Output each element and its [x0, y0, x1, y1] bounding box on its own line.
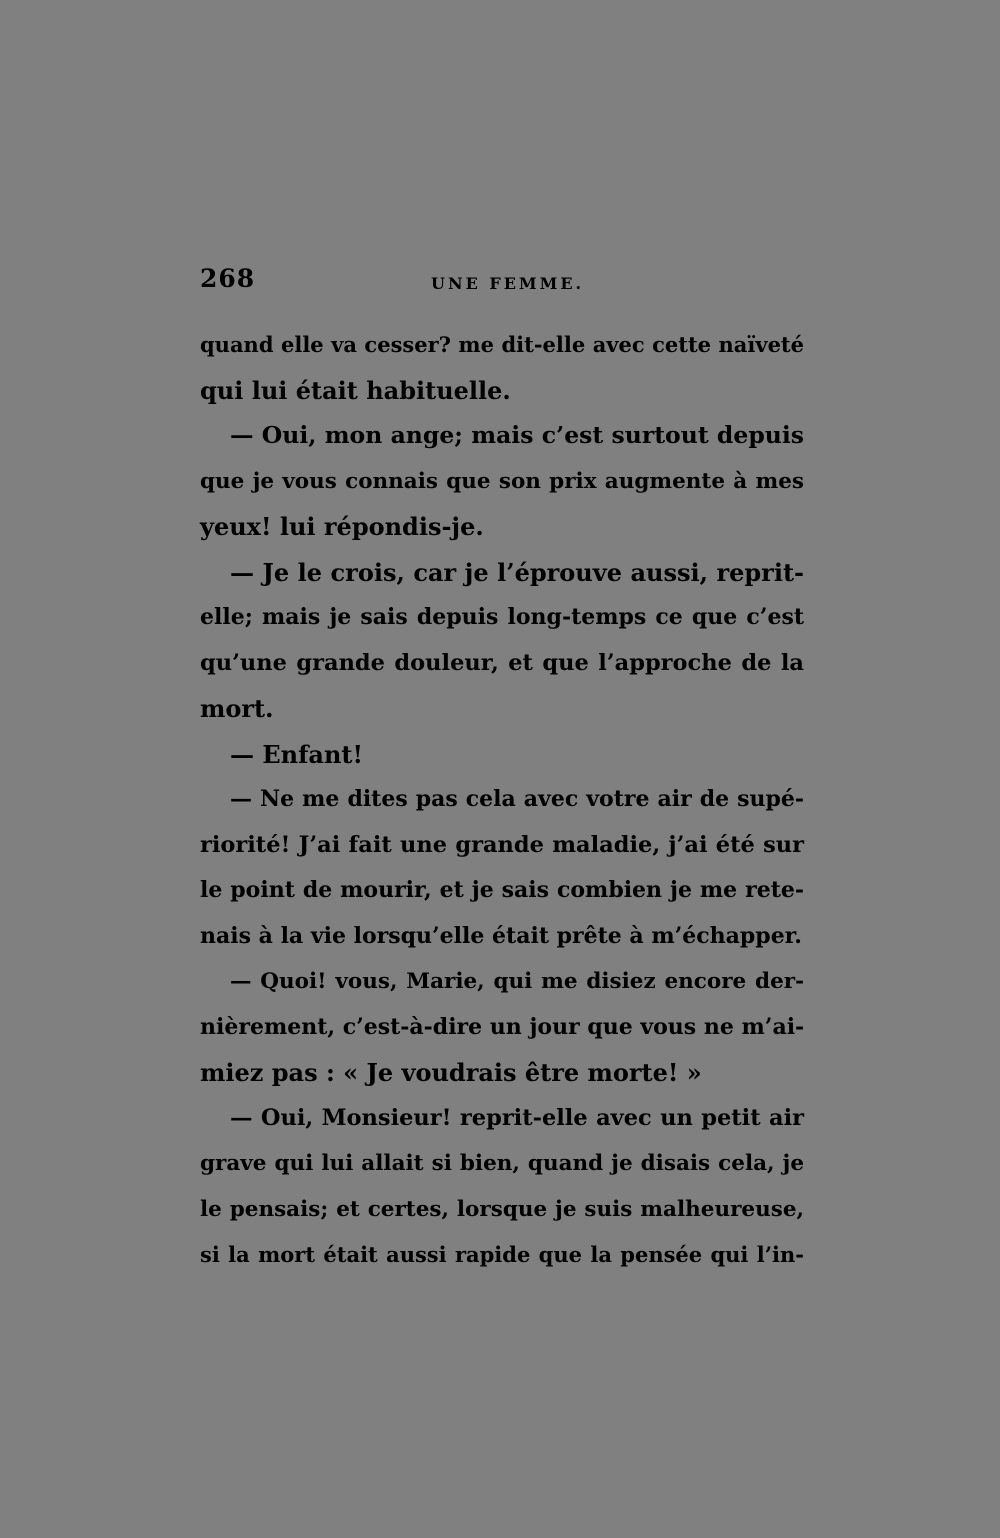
- text-line: yeux! lui répondis-je.: [200, 512, 484, 541]
- text-line: — Je le crois, car je l’éprouve aussi, reprit-: [230, 557, 804, 587]
- text-line: — Quoi! vous, Marie, qui me disiez encore der-: [230, 969, 804, 994]
- text-line: riorité! J’ai fait une grande maladie, j’ai été sur: [200, 831, 804, 858]
- page-number: 268: [200, 264, 256, 293]
- body-text: [200, 322, 804, 1278]
- text-line: qui lui était habituelle.: [200, 375, 511, 405]
- text-line: nièrement, c’est-à-dire un jour que vous ne m’ai-: [200, 1013, 805, 1040]
- text-line: — Oui, mon ange; mais c’est surtout depuis: [230, 421, 804, 449]
- text-line: si la mort était aussi rapide que la pensée qui l’in-: [200, 1242, 804, 1267]
- text-line: le pensais; et certes, lorsque je suis malheureuse,: [200, 1196, 804, 1222]
- page-header: [200, 264, 804, 300]
- text-line: — Ne me dites pas cela avec votre air de supé-: [230, 786, 804, 812]
- text-line: miez pas : « Je voudrais être morte! »: [200, 1058, 702, 1087]
- text-line: — Oui, Monsieur! reprit-elle avec un petit air: [230, 1104, 804, 1131]
- running-title: UNE FEMME.: [431, 274, 585, 293]
- text-line: elle; mais je sais depuis long-temps ce que c’est: [200, 604, 804, 630]
- text-line: mort.: [200, 694, 274, 723]
- text-line: que je vous connais que son prix augmente à mes: [200, 468, 804, 494]
- text-line: nais à la vie lorsqu’elle était prête à m’échapper.: [200, 922, 802, 949]
- text-line: — Enfant!: [230, 739, 364, 769]
- text-line: qu’une grande douleur, et que l’approche de la: [200, 649, 804, 676]
- text-line: grave qui lui allait si bien, quand je disais cela, je: [200, 1151, 804, 1176]
- text-line: le point de mourir, et je sais combien je me rete-: [200, 877, 804, 903]
- text-line: quand elle va cesser? me dit-elle avec cette naïveté: [200, 332, 804, 357]
